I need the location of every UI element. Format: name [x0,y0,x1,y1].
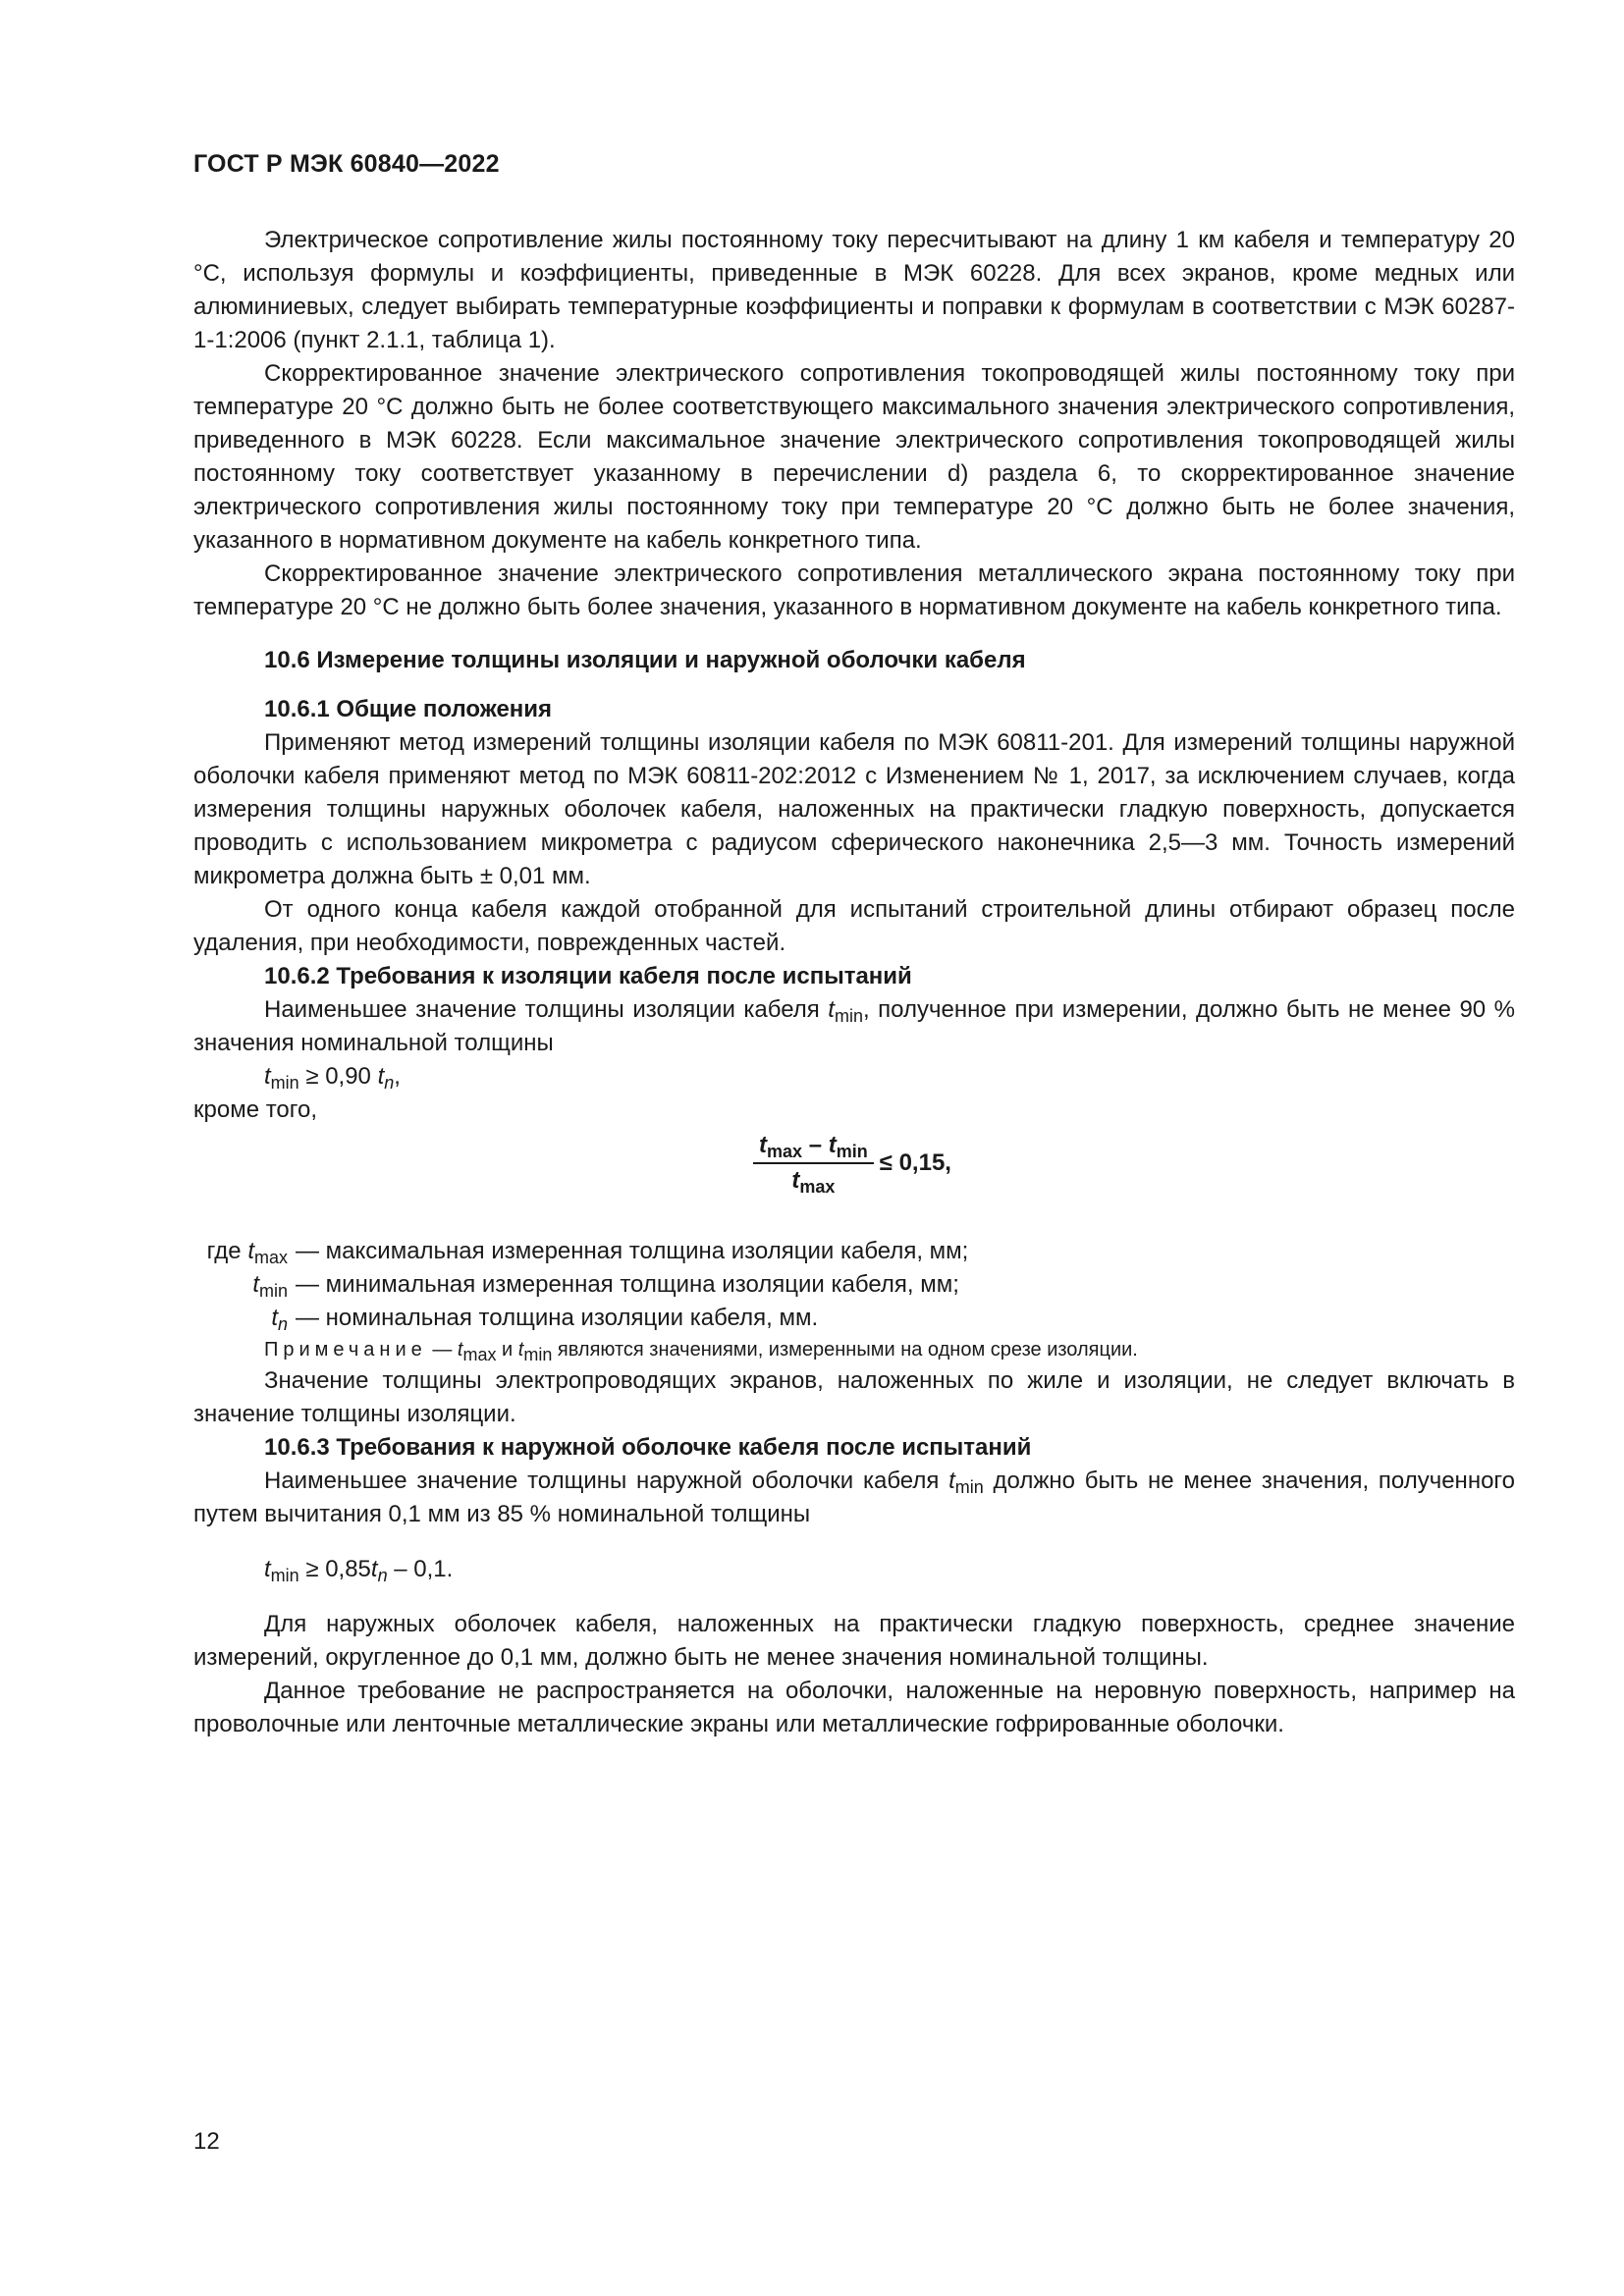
document-body [193,224,1515,1741]
paragraph: Скорректированное значение электрического сопротивления металлического экрана постоянному току при температуре 20 °С не должно быть более значения, указанного в нормативном документе на кабель конкретного типа. [193,561,1515,620]
fraction-numerator: $t_{max} - t_{min}$ [753,1131,874,1164]
paragraph: Наименьшее значение толщины изоляции кабеля $t_{min}$, полученное при измерении, должно быть не менее 90 % значения номинальной толщины [193,996,1515,1056]
paragraph: кроме того, [193,1096,318,1123]
paragraph: Электрическое сопротивление жилы постоянному току пересчитывают на длину 1 км кабеля и температуру 20 °С, используя формулы и коэффициенты, приведенные в МЭК 60228. Для всех экранов, кроме медных или алюминиевых, следует выбирать температурные коэффициенты и поправки к формулам в соответствии с МЭК 60287-1-1:2006 (пункт 2.1.1, таблица 1). [193,227,1515,353]
definition-list [193,1235,1515,1335]
definition-item: $t_n$ — номинальная толщина изоляции кабеля, мм. [271,1305,819,1334]
paragraph: Данное требование не распространяется на оболочки, наложенные на неровную поверхность, например на проволочные или ленточные металлические экраны или металлические гофрированные оболочки. [193,1678,1515,1737]
subsection-heading: 10.6.3 Требования к наружной оболочке кабеля после испытаний [264,1434,1032,1461]
note: Примечание — $t_{max}$ и $t_{min}$ являются значениями, измеренными на одном срезе изоляции. [264,1339,1138,1364]
page-number: 12 [193,2128,220,2155]
paragraph: Наименьшее значение толщины наружной оболочки кабеля $t_{min}$ должно быть не менее значения, полученного путем вычитания 0,1 мм из 85 % номинальной толщины [193,1468,1515,1527]
paragraph: Значение толщины электропроводящих экранов, наложенных по жиле и изоляции, не следует включать в значение толщины изоляции. [193,1367,1515,1427]
formula-fraction [193,1127,1515,1225]
subsection-heading: 10.6.1 Общие положения [264,696,553,722]
definition-item: где $t_{max}$ — максимальная измеренная толщина изоляции кабеля, мм; [206,1238,969,1267]
paragraph: От одного конца кабеля каждой отобранной для испытаний строительной длины отбирают образец после удаления, при необходимости, поврежденных частей. [193,896,1515,956]
fraction-denominator: $t_{max}$ [791,1167,836,1197]
document-header: ГОСТ Р МЭК 60840—2022 [193,150,500,178]
fraction-rhs: ≤ 0,15, [879,1149,951,1176]
definition-item: $t_{min}$ — минимальная измеренная толщина изоляции кабеля, мм; [252,1271,959,1301]
formula-tmin: $t_{min} \ge 0,90$ $t_n$, [264,1063,401,1093]
paragraph: Применяют метод измерений толщины изоляции кабеля по МЭК 60811-201. Для измерений толщины наружной оболочки кабеля применяют метод по МЭК 60811-202:2012 с Изменением № 1, 2017, за исключением случаев, когда измерения толщины наружных оболочек кабеля, наложенных на практически гладкую поверхность, допускается проводить с использованием микрометра с радиусом сферического наконечника 2,5—3 мм. Точность измерений микрометра должна быть ± 0,01 мм. [193,729,1515,889]
paragraph: Скорректированное значение электрического сопротивления токопроводящей жилы постоянному току при температуре 20 °С должно быть не более соответствующего максимального значения электрического сопротивления, приведенного в МЭК 60228. Если максимальное значение электрического сопротивления токопроводящей жилы постоянному току соответствует указанному в перечислении d) раздела 6, то скорректированное значение электрического сопротивления жилы постоянному току при температуре 20 °С должно быть не более значения, указанного в нормативном документе на кабель конкретного типа. [193,360,1515,554]
formula-sheath: $t_{min} \ge 0,85t_n - 0,1$. [264,1556,454,1585]
paragraph: Для наружных оболочек кабеля, наложенных на практически гладкую поверхность, среднее значение измерений, округленное до 0,1 мм, должно быть не менее значения номинальной толщины. [193,1611,1515,1671]
subsection-heading: 10.6.2 Требования к изоляции кабеля после испытаний [264,963,912,989]
section-heading: 10.6 Измерение толщины изоляции и наружной оболочки кабеля [264,647,1026,673]
